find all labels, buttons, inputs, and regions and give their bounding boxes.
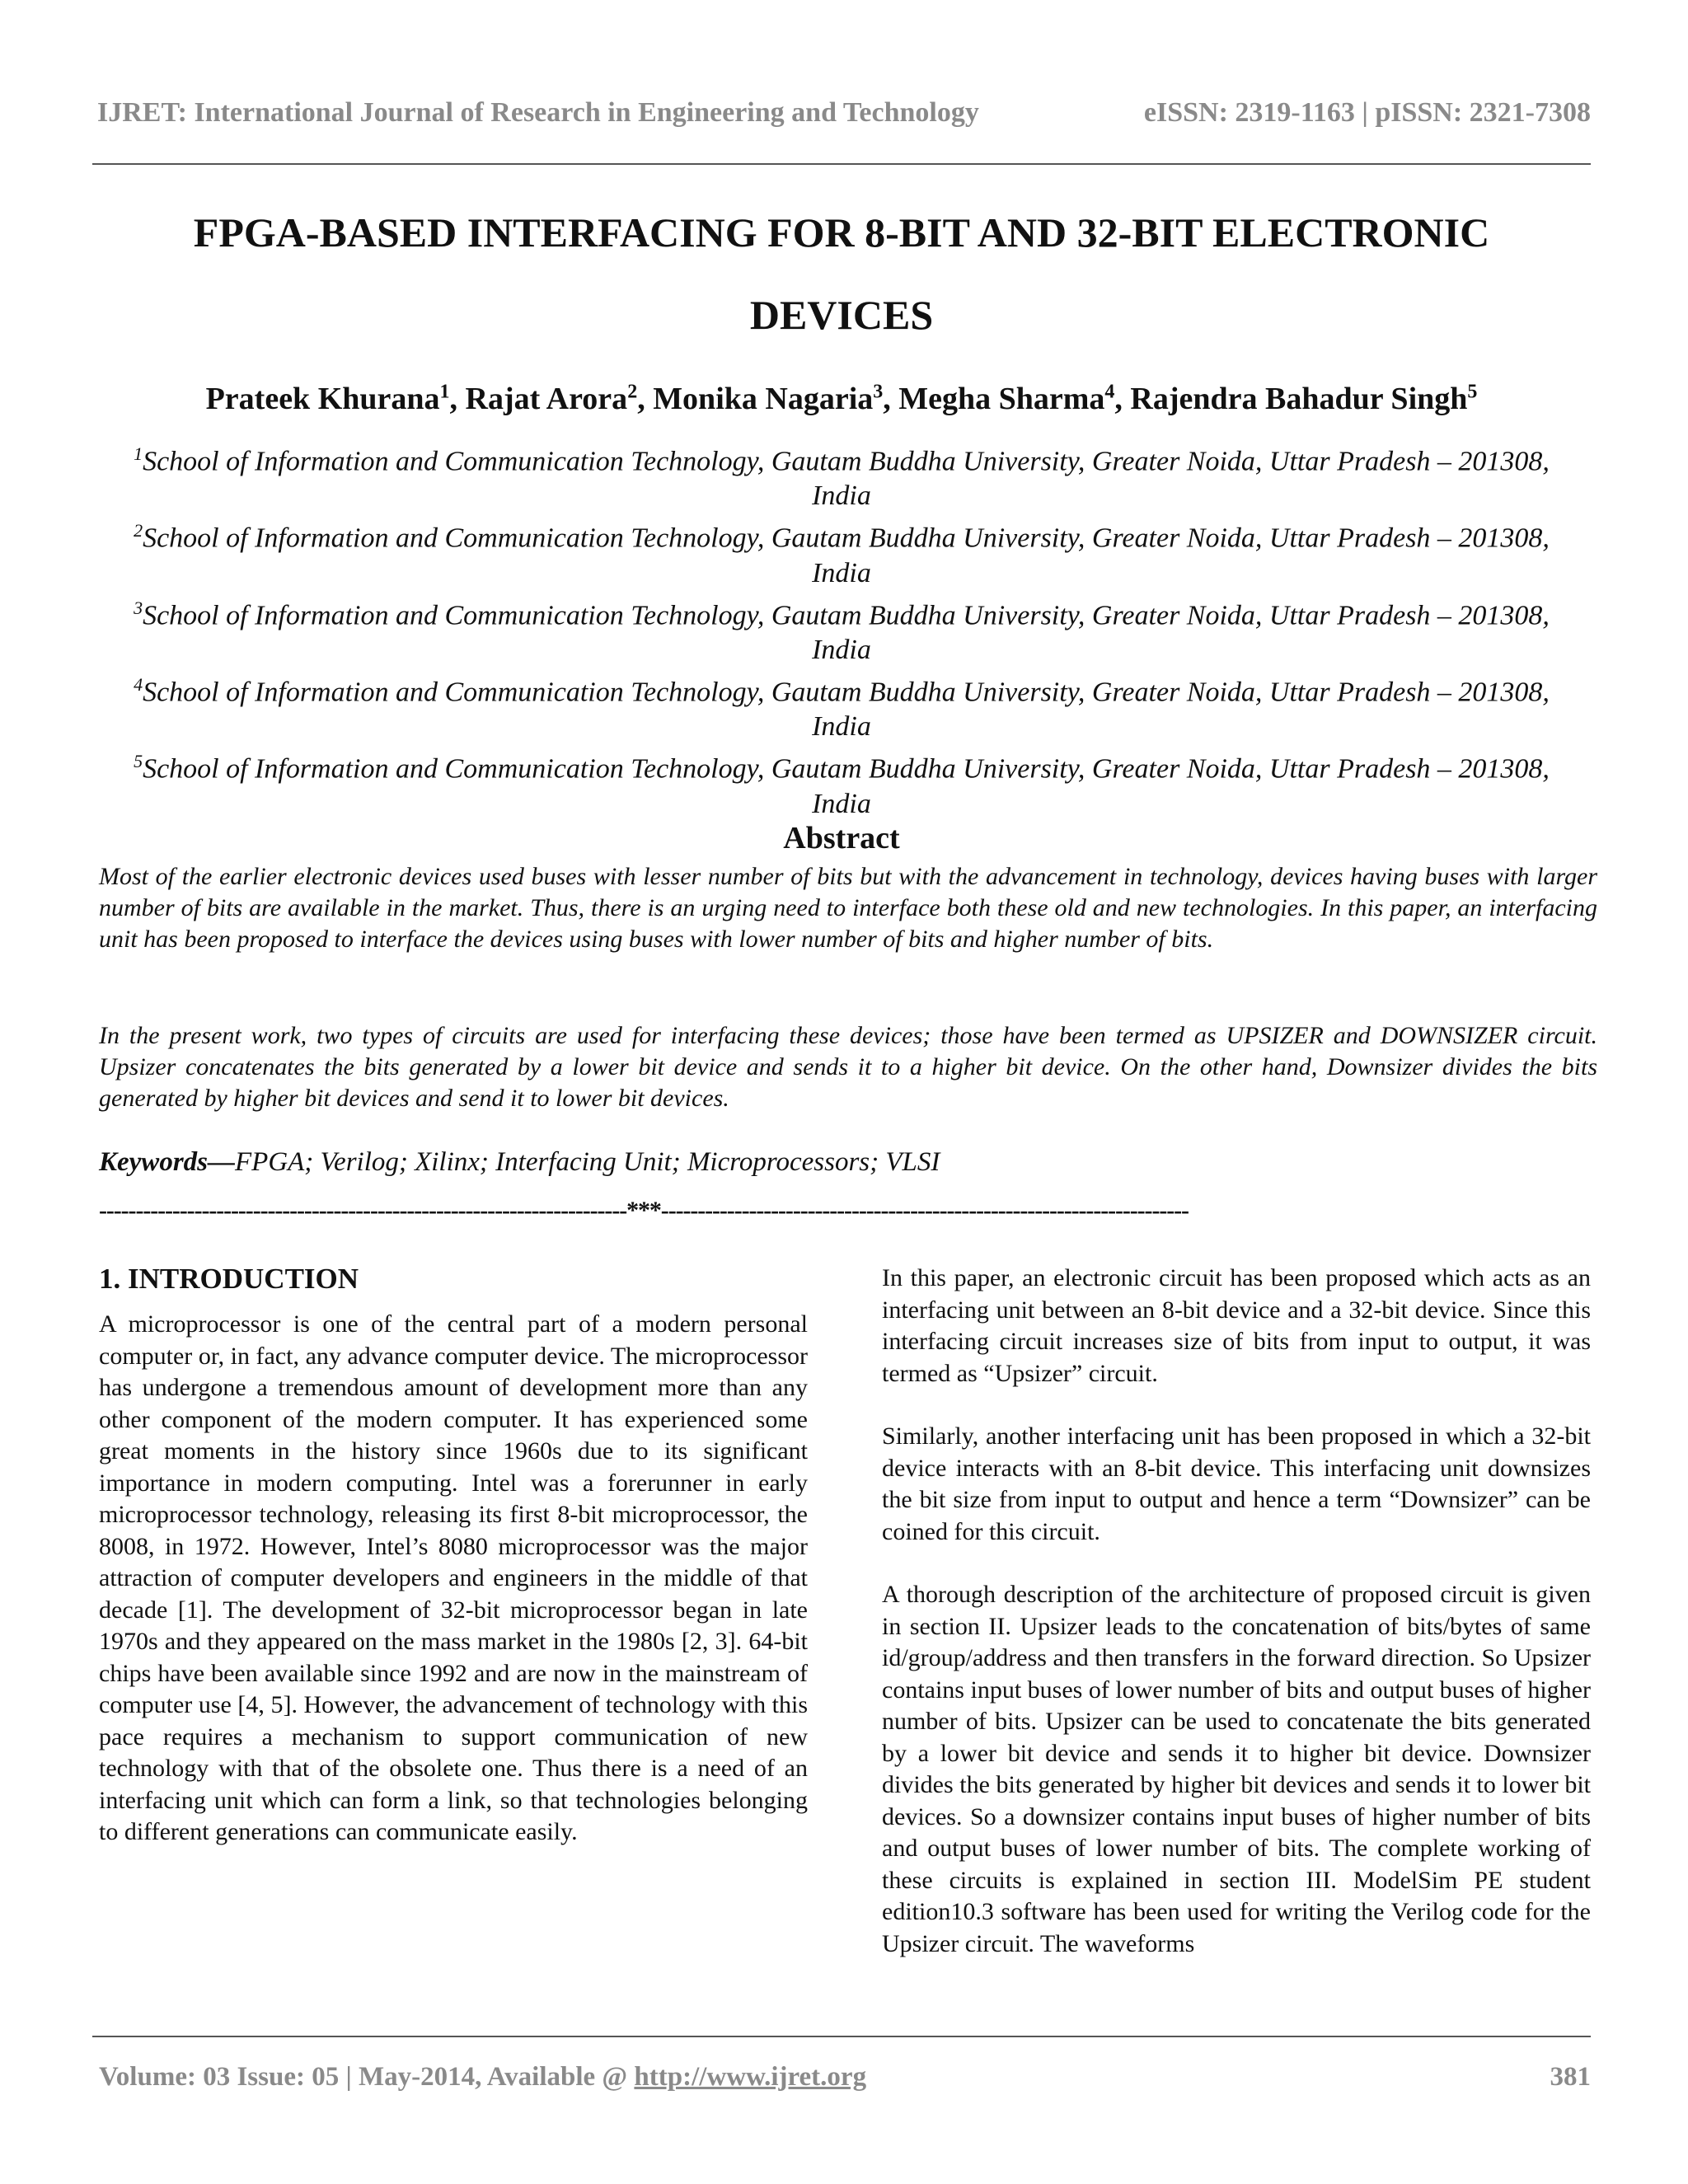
affiliation-list [92, 437, 1591, 822]
author-list [92, 381, 1591, 417]
left-column [99, 1263, 808, 1849]
running-header-journal: IJRET: International Journal of Research in Engineering and Technology [97, 97, 979, 128]
author: Rajendra Bahadur Singh$^5$ [1130, 381, 1478, 416]
affiliation: $^4$School of Information and Communication Technology, Gautam Buddha University, Greater Noida, Uttar Pradesh – 201308, India [134, 673, 1550, 743]
abstract-paragraph-2: In the present work, two types of circuits are used for interfacing these devices; those have been termed as UPSIZER and DOWNSIZER circuit. Upsizer concatenates the bits generated by a lower bit device and sends it to a higher bit device. On the other hand, Downsizer divides the bits generated by higher bit devices and send it to lower bit devices. [99, 1022, 1597, 1112]
paper-title [92, 191, 1591, 356]
abstract-heading: Abstract [783, 821, 900, 855]
paper-title-line-1: FPGA-BASED INTERFACING FOR 8-BIT AND 32-BIT ELECTRONIC [193, 209, 1490, 255]
footer-rule [92, 2036, 1591, 2037]
journal-link[interactable]: http://www.ijret.org [634, 2062, 867, 2092]
section-divider: ------------------------------------------------------------------------***------------------------------------------------------------------------ [99, 1197, 1189, 1224]
author: Monika Nagaria$^3$, [653, 381, 899, 416]
paper-title-line-2: DEVICES [749, 292, 934, 338]
footer-volume-info: Volume: 03 Issue: 05 | May-2014, Available @ http://www.ijret.org [99, 2062, 867, 2092]
affiliation: $^2$School of Information and Communication Technology, Gautam Buddha University, Greater Noida, Uttar Pradesh – 201308, India [134, 520, 1550, 588]
keywords-text: FPGA; Verilog; Xilinx; Interfacing Unit; Microprocessors; VLSI [235, 1147, 940, 1177]
author: Megha Sharma$^4$, [898, 381, 1131, 416]
right-paragraph-2: Similarly, another interfacing unit has been proposed in which a 32-bit device interacts with an 8-bit device. This interfacing unit downsizes the bit size from input to output and hence a term “Downsizer” can be coined for this circuit. [882, 1422, 1591, 1545]
right-column [882, 1263, 1591, 1960]
author: Rajat Arora$^2$, [465, 381, 654, 416]
keywords [99, 1147, 940, 1178]
affiliation: $^5$School of Information and Communication Technology, Gautam Buddha University, Greater Noida, Uttar Pradesh – 201308, India [134, 751, 1550, 819]
section-heading-introduction: 1. INTRODUCTION [99, 1263, 359, 1295]
right-paragraph-3: A thorough description of the architecture of proposed circuit is given in section II. Upsizer leads to the concatenation of bits/bytes of same id/group/address and then transfers in the forward direction. So Upsizer contains input buses of lower number of bits and output buses of higher number of bits. Upsizer can be used to concatenate the bits generated by a lower bit device and sends it to higher bit device. Downsizer divides the bits generated by higher bit devices and sends it to lower bit devices. So a downsizer contains input buses of higher number of bits and output buses of lower number of bits. The complete working of these circuits is explained in section III. ModelSim PE student edition10.3 software has been used for writing the Verilog code for the Upsizer circuit. The waveforms [882, 1581, 1591, 1957]
affiliation: $^1$School of Information and Communication Technology, Gautam Buddha University, Greater Noida, Uttar Pradesh – 201308, India [134, 443, 1550, 512]
affiliation: $^3$School of Information and Communication Technology, Gautam Buddha University, Greater Noida, Uttar Pradesh – 201308, India [134, 597, 1550, 665]
header-rule [92, 163, 1591, 165]
intro-paragraph-1: A microprocessor is one of the central part of a modern personal computer or, in fact, any advance computer device. The microprocessor has undergone a tremendous amount of development more than any other component of the modern computer. It has experienced some great moments in the history since 1960s due to its significant importance in modern computing. Intel was a forerunner in early microprocessor technology, releasing its first 8-bit microprocessor, the 8008, in 1972. However, Intel’s 8080 microprocessor was the major attraction of computer developers and engineers in the middle of that decade [1]. The development of 32-bit microprocessor began in late 1970s and they appeared on the mass market in the 1980s [2, 3]. 64-bit chips have been available since 1992 and are now in the mainstream of computer use [4, 5]. However, the advancement of technology with this pace requires a mechanism to support communication of new technology with that of the obsolete one. Thus there is a need of an interfacing unit which can form a link, so that technologies belonging to different generations can communicate easily. [99, 1310, 808, 1845]
abstract-paragraph-1: Most of the earlier electronic devices used buses with lesser number of bits but with the advancement in technology, devices having buses with larger number of bits are available in the market. Thus, there is an urging need to interface both these old and new technologies. In this paper, an interfacing unit has been proposed to interface the devices using buses with lower number of bits and higher number of bits. [99, 863, 1597, 953]
right-paragraph-1: In this paper, an electronic circuit has been proposed which acts as an interfacing unit between an 8-bit device and a 32-bit device. Since this interfacing circuit increases size of bits from input to output, it was termed as “Upsizer” circuit. [882, 1264, 1591, 1387]
author: Prateek Khurana$^1$, [205, 381, 466, 416]
keywords-label: Keywords— [99, 1147, 235, 1177]
page-number: 381 [1550, 2062, 1591, 2092]
running-header-issn: eISSN: 2319-1163 | pISSN: 2321-7308 [1143, 97, 1591, 128]
